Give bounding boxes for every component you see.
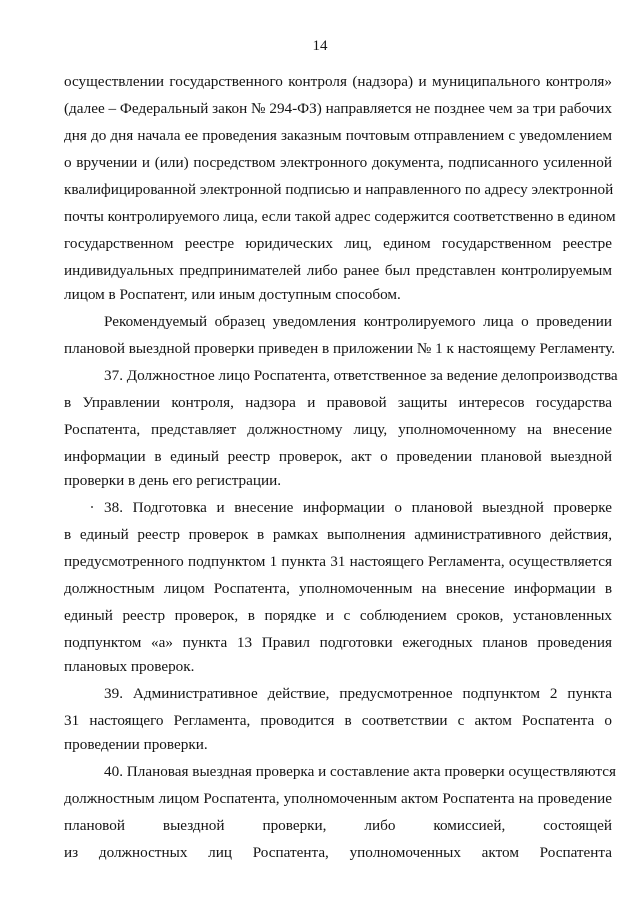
scan-speck (91, 506, 93, 508)
text-line: (далее – Федеральный закон № 294-ФЗ) направляется не позднее чем за три рабочих (64, 100, 612, 117)
text-line: лицом в Роспатент, или иным доступным способом. (64, 286, 401, 303)
text-line: 31 настоящего Регламента, проводится в соответствии с актом Роспатента о (64, 712, 612, 729)
paragraph-first-line: Рекомендуемый образец уведомления контролируемого лица о проведении (104, 313, 612, 330)
text-line: предусмотренного подпунктом 1 пункта 31 настоящего Регламента, осуществляется (64, 553, 612, 570)
text-line: из должностных лиц Роспатента, уполномоченных актом Роспатента (64, 844, 612, 861)
text-line: должностным лицом Роспатента, уполномоченным актом Роспатента на проведение (64, 790, 612, 807)
text-line: о вручении и (или) посредством электронного документа, подписанного усиленной (64, 154, 612, 171)
text-line: плановой выездной проверки приведен в приложении № 1 к настоящему Регламенту. (64, 340, 616, 357)
page-number: 14 (312, 38, 328, 54)
text-line: единый реестр проверок, в порядке и с соблюдением сроков, установленных (64, 607, 612, 624)
text-line: подпунктом «а» пункта 13 Правил подготовки ежегодных планов проведения (64, 634, 612, 651)
text-line: плановой выездной проверки, либо комиссией, состоящей (64, 817, 612, 834)
paragraph-first-line: 37. Должностное лицо Роспатента, ответственное за ведение делопроизводства (104, 367, 618, 384)
text-line: должностным лицом Роспатента, уполномоченным на внесение информации в (64, 580, 612, 597)
text-line: в единый реестр проверок в рамках выполнения административного действия, (64, 526, 612, 543)
paragraph-first-line: 39. Административное действие, предусмотренное подпунктом 2 пункта (104, 685, 612, 702)
paragraph-first-line: 40. Плановая выездная проверка и составление акта проверки осуществляются (104, 763, 616, 780)
paragraph-first-line: 38. Подготовка и внесение информации о плановой выездной проверке (104, 499, 612, 516)
text-line: проведении проверки. (64, 736, 208, 753)
text-line: в Управлении контроля, надзора и правовой защиты интересов государства (64, 394, 612, 411)
text-line: государственном реестре юридических лиц, едином государственном реестре (64, 235, 612, 252)
text-line: информации в единый реестр проверок, акт о проведении плановой выездной (64, 448, 612, 465)
text-line: плановых проверок. (64, 658, 195, 675)
text-line: осуществлении государственного контроля (надзора) и муниципального контроля» (64, 73, 612, 90)
text-line: квалифицированной электронной подписью и направленного по адресу электронной (64, 181, 614, 198)
text-line: дня до дня начала ее проведения заказным почтовым отправлением с уведомлением (64, 127, 612, 144)
text-line: Роспатента, представляет должностному лицу, уполномоченному на внесение (64, 421, 612, 438)
text-line: проверки в день его регистрации. (64, 472, 282, 489)
text-line: почты контролируемого лица, если такой адрес содержится соответственно в едином (64, 208, 616, 225)
text-line: индивидуальных предпринимателей либо ранее был представлен контролируемым (64, 262, 612, 279)
